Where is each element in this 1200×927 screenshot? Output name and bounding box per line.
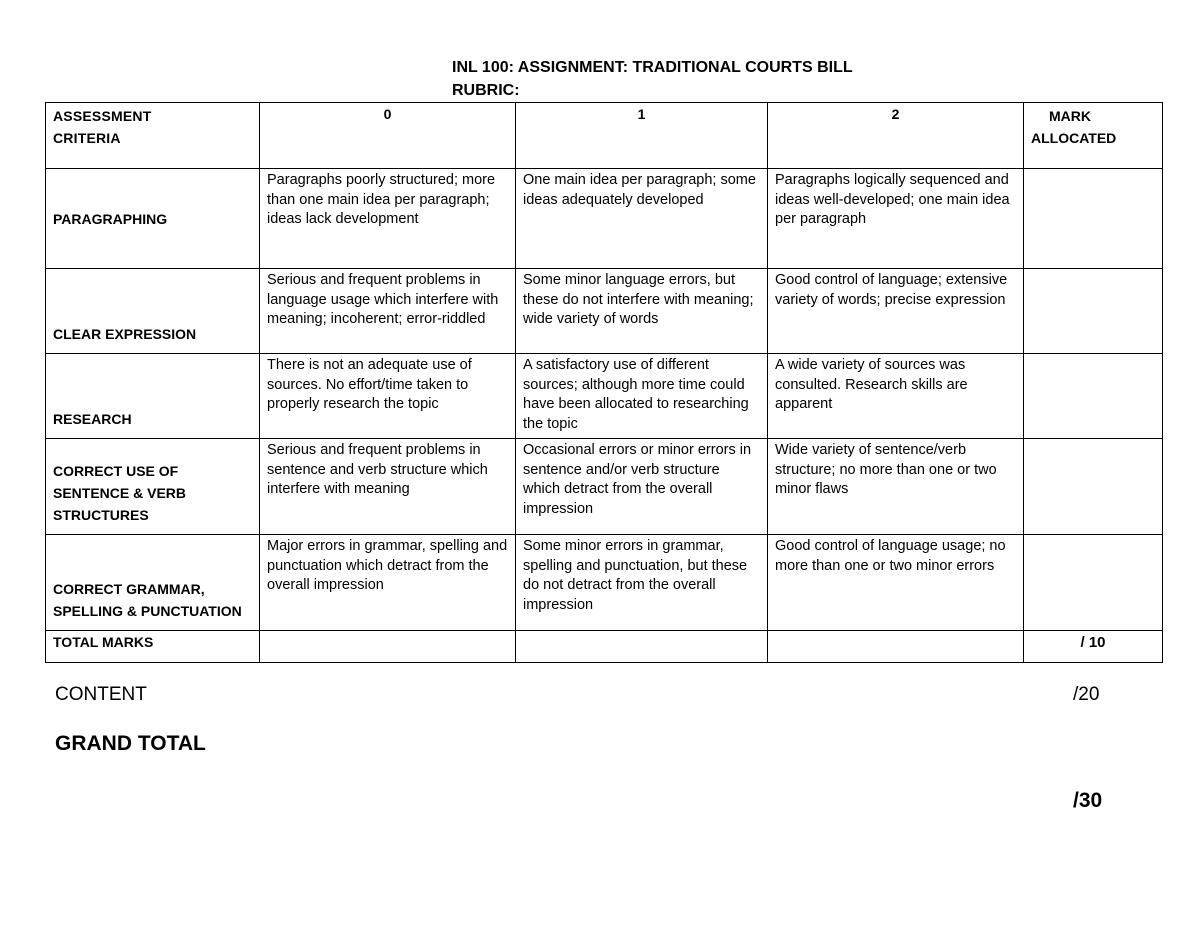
header-criteria-line-1: ASSESSMENT [53, 108, 152, 124]
table-row [46, 269, 1163, 354]
level-1-cell: A satisfactory use of different sources; although more time could have been allocated to researching the topic [516, 354, 768, 439]
total-marks-label: TOTAL MARKS [46, 631, 260, 663]
level-1-cell: Some minor language errors, but these do not interfere with meaning; wide variety of words [516, 269, 768, 354]
criteria-cell: CORRECT USE OF SENTENCE & VERB STRUCTURES [46, 439, 260, 535]
level-0-cell: Major errors in grammar, spelling and punctuation which detract from the overall impression [260, 535, 516, 631]
title-line-1: INL 100: ASSIGNMENT: TRADITIONAL COURTS BILL [452, 59, 853, 76]
level-1-cell: One main idea per paragraph; some ideas adequately developed [516, 169, 768, 269]
level-0-cell: Serious and frequent problems in language usage which interfere with meaning; incoherent; error-riddled [260, 269, 516, 354]
header-level-0: 0 [260, 103, 516, 169]
level-0-cell: There is not an adequate use of sources. No effort/time taken to properly research the topic [260, 354, 516, 439]
total-empty-cell [260, 631, 516, 663]
document-title [452, 56, 853, 102]
header-mark-allocated-cell [1024, 103, 1163, 169]
mark-cell[interactable] [1024, 169, 1163, 269]
level-2-cell: Paragraphs logically sequenced and ideas well-developed; one main idea per paragraph [768, 169, 1024, 269]
header-level-1: 1 [516, 103, 768, 169]
total-empty-cell [768, 631, 1024, 663]
level-1-cell: Some minor errors in grammar, spelling and punctuation, but these do not detract from the overall impression [516, 535, 768, 631]
level-2-cell: Good control of language usage; no more than one or two minor errors [768, 535, 1024, 631]
header-criteria-line-2: CRITERIA [53, 130, 121, 146]
criteria-cell: PARAGRAPHING [46, 169, 260, 269]
level-2-cell: Good control of language; extensive variety of words; precise expression [768, 269, 1024, 354]
header-criteria-cell [46, 103, 260, 169]
title-line-2: RUBRIC: [452, 82, 520, 99]
criteria-cell: RESEARCH [46, 354, 260, 439]
mark-cell[interactable] [1024, 354, 1163, 439]
header-row [46, 103, 1163, 169]
table-row [46, 535, 1163, 631]
header-mark-line-1: MARK [1049, 108, 1091, 124]
content-label: CONTENT [55, 684, 147, 705]
grand-total-mark[interactable]: /30 [1073, 789, 1103, 812]
criteria-cell: CLEAR EXPRESSION [46, 269, 260, 354]
table-row [46, 169, 1163, 269]
total-empty-cell [516, 631, 768, 663]
header-mark-line-2: ALLOCATED [1031, 130, 1117, 146]
table-row [46, 439, 1163, 535]
level-0-cell: Serious and frequent problems in sentence and verb structure which interfere with meaning [260, 439, 516, 535]
level-2-cell: Wide variety of sentence/verb structure; no more than one or two minor flaws [768, 439, 1024, 535]
level-2-cell: A wide variety of sources was consulted. Research skills are apparent [768, 354, 1024, 439]
grand-total-label: GRAND TOTAL [55, 732, 206, 755]
total-marks-value[interactable]: / 10 [1024, 631, 1163, 663]
level-0-cell: Paragraphs poorly structured; more than one main idea per paragraph; ideas lack development [260, 169, 516, 269]
content-mark[interactable]: /20 [1073, 684, 1100, 705]
mark-cell[interactable] [1024, 269, 1163, 354]
rubric-table [45, 102, 1163, 663]
header-level-2: 2 [768, 103, 1024, 169]
level-1-cell: Occasional errors or minor errors in sentence and/or verb structure which detract from the overall impression [516, 439, 768, 535]
criteria-cell: CORRECT GRAMMAR, SPELLING & PUNCTUATION [46, 535, 260, 631]
mark-cell[interactable] [1024, 439, 1163, 535]
table-row [46, 354, 1163, 439]
mark-cell[interactable] [1024, 535, 1163, 631]
total-row [46, 631, 1163, 663]
